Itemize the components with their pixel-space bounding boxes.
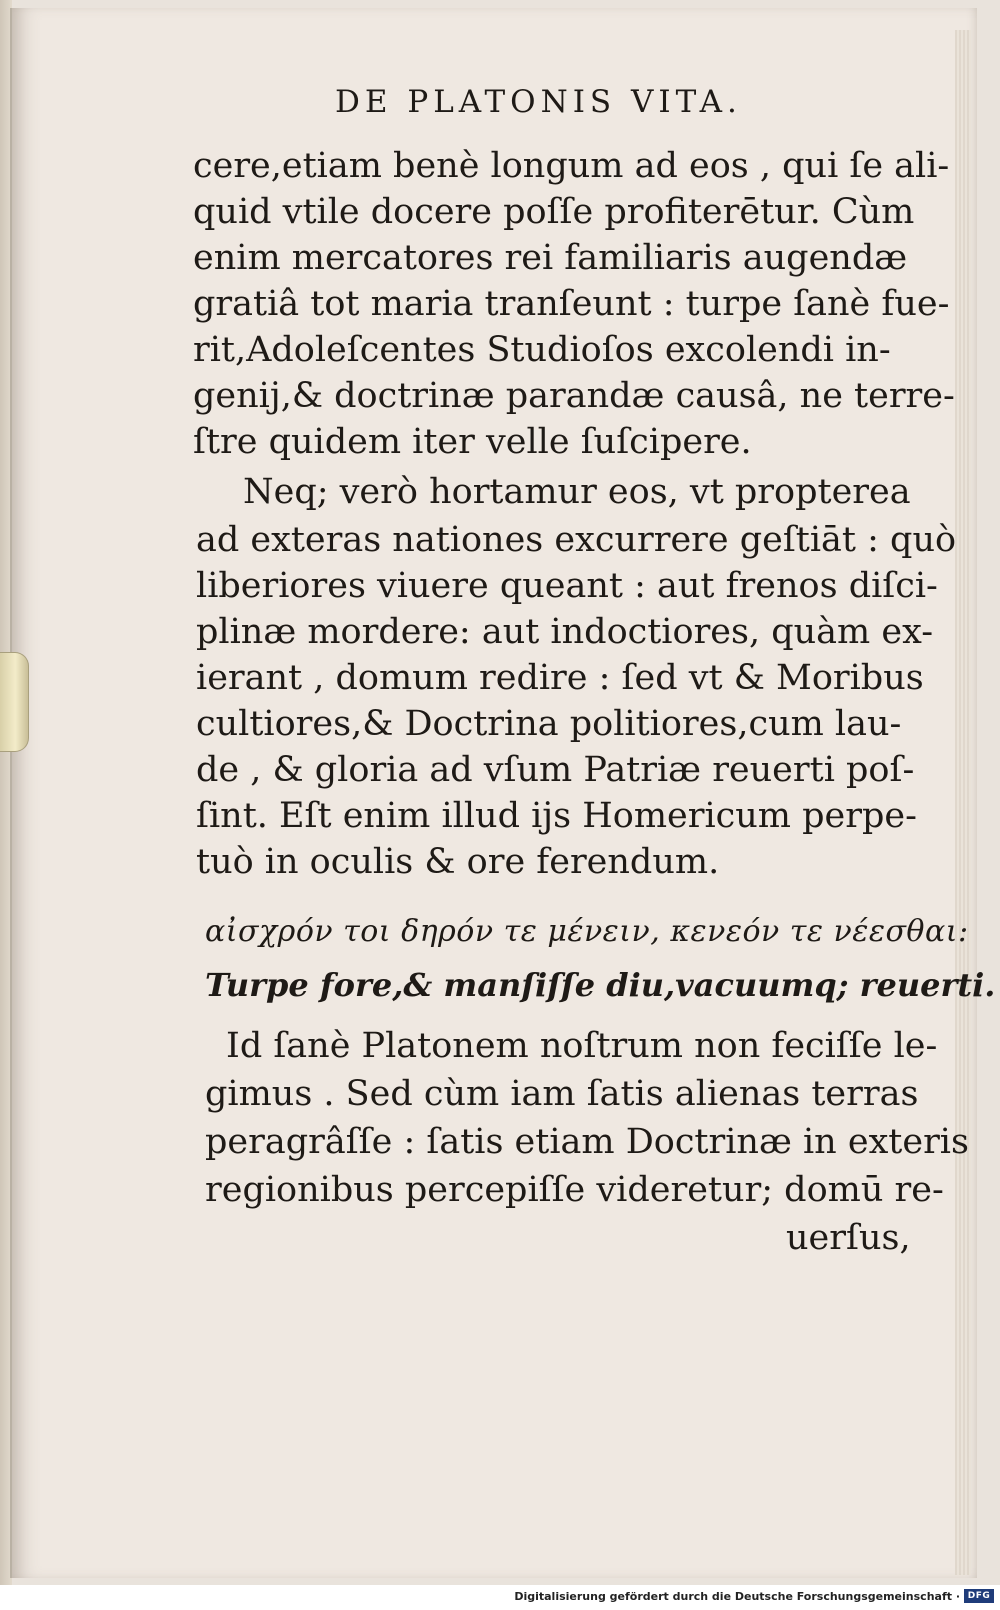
text-line: regionibus percepiſſe videretur; domū re- <box>205 1170 944 1210</box>
text-line: gimus . Sed cùm iam ſatis alienas terras <box>205 1074 919 1114</box>
running-head: DE PLATONIS VITA. <box>335 84 742 120</box>
text-line: quid vtile docere poſſe profiterētur. Cùm <box>193 192 915 232</box>
text-line: enim mercatores rei familiaris augendæ <box>193 238 908 278</box>
latin-verse: Turpe fore,& manſiſſe diu,vacuumq; reuerti. <box>205 966 996 1004</box>
text-line: gratiâ tot maria tranſeunt : turpe ſanè fue- <box>193 284 950 324</box>
text-line: ad exteras nationes excurrere geſtiāt : quò <box>196 520 957 560</box>
text-line: de , & gloria ad vſum Patriæ reuerti poſ- <box>196 750 915 790</box>
text-line: tuò in oculis & ore ferendum. <box>196 842 720 882</box>
text-line: genij,& doctrinæ parandæ causâ, ne terre- <box>193 376 955 416</box>
text-line: ierant , domum redire : ſed vt & Moribus <box>196 658 924 698</box>
text-line: ſint. Eſt enim illud ijs Homericum perpe- <box>196 796 917 836</box>
text-line: ſtre quidem iter velle ſuſcipere. <box>193 422 752 462</box>
text-line: Id ſanè Platonem noſtrum non feciſſe le- <box>226 1026 938 1066</box>
dfg-logo: DFG <box>964 1589 994 1603</box>
text-line: cere,etiam benè longum ad eos , qui ſe ali- <box>193 146 950 186</box>
catchword: uerſus, <box>786 1218 911 1258</box>
text-line: liberiores viuere queant : aut frenos diſci- <box>196 566 938 606</box>
text-line: peragrâſſe : ſatis etiam Doctrinæ in exteris <box>205 1122 969 1162</box>
text-line: Neq; verò hortamur eos, vt propterea <box>243 472 911 512</box>
greek-verse: αἰσχρόν τοι δηρόν τε μένειν, κενεόν τε νέεσθαι: <box>205 914 969 949</box>
text-line: rit,Adoleſcentes Studioſos excolendi in- <box>193 330 891 370</box>
text-line: plinæ mordere: aut indoctiores, quàm ex- <box>196 612 934 652</box>
funding-note: Digitalisierung gefördert durch die Deutsche Forschungsgemeinschaft · <box>514 1590 960 1603</box>
text-line: cultiores,& Doctrina politiores,cum lau- <box>196 704 902 744</box>
